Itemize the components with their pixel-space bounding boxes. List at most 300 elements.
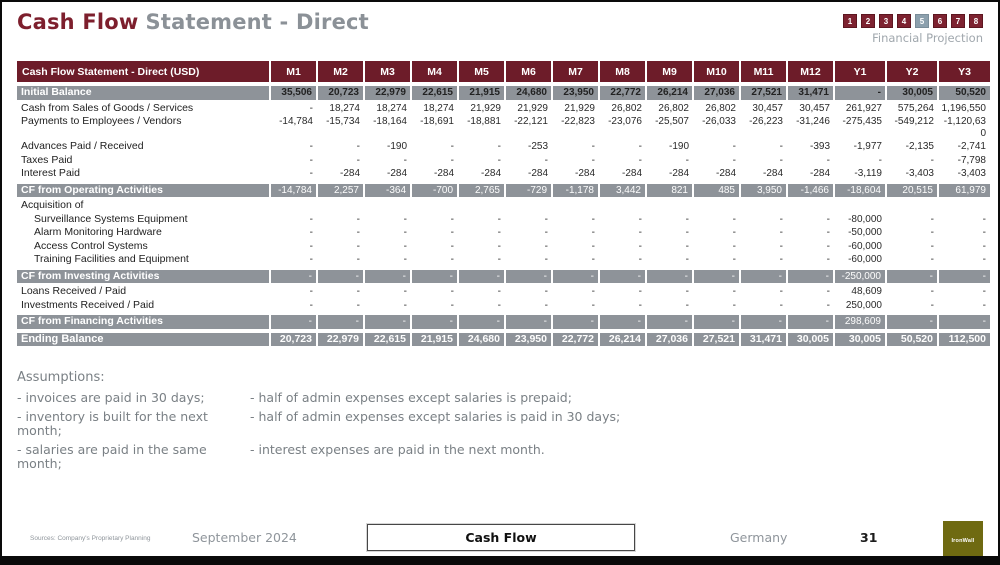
- value-cell: -23,076: [608, 116, 642, 127]
- value-cell: -284: [527, 168, 548, 179]
- pager-square-5[interactable]: 5: [915, 14, 929, 28]
- value-cell: -: [552, 314, 599, 331]
- footer: [2, 508, 998, 556]
- table-row: [17, 115, 990, 140]
- value-cell: 26,214: [599, 331, 646, 348]
- value-cell: -: [685, 240, 689, 252]
- value-cell: [834, 198, 886, 213]
- value-cell: -: [826, 154, 830, 166]
- value-cell: -1,120,630: [943, 116, 986, 139]
- value-cell: 50,520: [938, 84, 990, 101]
- value-cell: -: [732, 227, 736, 238]
- value-cell: 21,929: [564, 102, 595, 114]
- value-cell: [886, 198, 938, 213]
- table-row: [17, 284, 990, 299]
- value-cell: -: [591, 254, 595, 265]
- value-cell: -: [403, 286, 407, 297]
- value-cell: 21,929: [470, 102, 501, 114]
- value-cell: 298,609: [834, 314, 886, 331]
- row-label-cell: Alarm Monitoring Hardware: [34, 226, 162, 238]
- table-row: [17, 101, 990, 116]
- value-cell: -275,435: [842, 116, 882, 127]
- pager-square-1[interactable]: 1: [843, 14, 857, 28]
- table-row: [17, 226, 990, 240]
- value-cell: -284: [715, 168, 736, 179]
- value-cell: 21,915: [458, 84, 505, 101]
- value-cell: -: [685, 299, 689, 311]
- column-header-m8: M8: [599, 61, 646, 84]
- value-cell: -1,466: [787, 182, 834, 198]
- value-cell: 61,979: [938, 182, 990, 198]
- value-cell: -: [930, 240, 934, 252]
- assumption-item: - interest expenses are paid in the next month.: [250, 442, 545, 457]
- row-label-cell: Advances Paid / Received: [21, 140, 144, 152]
- value-cell: -: [732, 240, 736, 252]
- row-label-cell: Investments Received / Paid: [21, 298, 155, 311]
- value-cell: -: [779, 213, 783, 225]
- row-label-cell: Loans Received / Paid: [21, 285, 127, 297]
- value-cell: 261,927: [845, 102, 882, 114]
- value-cell: -: [403, 240, 407, 252]
- value-cell: -284: [809, 168, 830, 179]
- value-cell: 22,979: [317, 331, 364, 348]
- row-label-cell: Training Facilities and Equipment: [34, 253, 189, 265]
- value-cell: -: [356, 286, 360, 297]
- value-cell: -: [450, 299, 454, 311]
- column-header-m7: M7: [552, 61, 599, 84]
- value-cell: -: [317, 314, 364, 331]
- table-row: [17, 154, 990, 168]
- value-cell: -: [309, 299, 313, 311]
- value-cell: -: [544, 286, 548, 297]
- page-title: [17, 10, 369, 34]
- value-cell: -: [638, 254, 642, 265]
- value-cell: -: [930, 254, 934, 265]
- value-cell: 1,196,550: [941, 102, 986, 114]
- bottom-bar: [2, 556, 998, 563]
- assumption-item: - invoices are paid in 30 days;: [17, 390, 205, 405]
- value-cell: 3,950: [740, 182, 787, 198]
- value-cell: 20,723: [317, 84, 364, 101]
- value-cell: -: [450, 227, 454, 238]
- value-cell: [317, 198, 364, 213]
- value-cell: -14,784: [270, 182, 317, 198]
- table-row: [17, 299, 990, 314]
- row-label-cell: CF from Investing Activities: [17, 268, 270, 284]
- value-cell: -: [309, 213, 313, 225]
- value-cell: -: [505, 314, 552, 331]
- value-cell: -: [591, 286, 595, 297]
- value-cell: -: [685, 254, 689, 265]
- value-cell: -: [826, 227, 830, 238]
- row-label-cell: Acquisition of: [21, 199, 84, 211]
- value-cell: -: [732, 286, 736, 297]
- value-cell: 30,005: [886, 84, 938, 101]
- value-cell: -1,178: [552, 182, 599, 198]
- table-row: [17, 84, 990, 101]
- value-cell: -: [309, 168, 313, 179]
- page-title-primary: Cash Flow: [17, 10, 139, 34]
- value-cell: -: [497, 227, 501, 238]
- page-title-secondary: Statement - Direct: [145, 10, 369, 34]
- value-cell: -: [732, 213, 736, 225]
- value-cell: [552, 198, 599, 213]
- value-cell: -: [886, 268, 938, 284]
- column-header-m12: M12: [787, 61, 834, 84]
- table-row: [17, 314, 990, 331]
- value-cell: -: [356, 240, 360, 252]
- value-cell: -: [982, 286, 986, 297]
- value-cell: -25,507: [655, 116, 689, 127]
- value-cell: 50,520: [886, 331, 938, 348]
- value-cell: -: [938, 268, 990, 284]
- value-cell: 27,521: [740, 84, 787, 101]
- row-label-cell: CF from Financing Activities: [17, 314, 270, 331]
- value-cell: [787, 198, 834, 213]
- value-cell: 22,979: [364, 84, 411, 101]
- value-cell: -: [450, 286, 454, 297]
- row-label-cell: Taxes Paid: [21, 153, 73, 166]
- value-cell: -: [826, 299, 830, 311]
- value-cell: -: [779, 154, 783, 166]
- value-cell: -18,691: [420, 116, 454, 127]
- pager-square-8[interactable]: 8: [969, 14, 983, 28]
- table-row: [17, 198, 990, 213]
- country-label: Germany: [730, 530, 788, 545]
- value-cell: 30,005: [834, 331, 886, 348]
- column-header-y3: Y3: [938, 61, 990, 84]
- value-cell: [938, 198, 990, 213]
- assumption-item: - half of admin expenses except salaries is prepaid;: [250, 390, 572, 405]
- value-cell: -: [497, 141, 501, 152]
- value-cell: -22,823: [561, 116, 595, 127]
- value-cell: -: [497, 213, 501, 225]
- value-cell: -284: [480, 168, 501, 179]
- value-cell: -26,223: [749, 116, 783, 127]
- column-header-y2: Y2: [886, 61, 938, 84]
- value-cell: -: [646, 314, 693, 331]
- sources-note: Sources: Company's Proprietary Planning: [30, 535, 151, 542]
- value-cell: -: [732, 154, 736, 166]
- value-cell: 31,471: [787, 84, 834, 101]
- table-row: [17, 268, 990, 284]
- value-cell: 26,802: [705, 102, 736, 114]
- value-cell: -: [685, 213, 689, 225]
- value-cell: 30,005: [787, 331, 834, 348]
- table-header-row: [17, 61, 990, 84]
- value-cell: -: [497, 254, 501, 265]
- row-label-cell: Ending Balance: [17, 331, 270, 348]
- table-row: [17, 253, 990, 268]
- table-title-cell: Cash Flow Statement - Direct (USD): [17, 61, 270, 84]
- pager-square-3[interactable]: 3: [879, 14, 893, 28]
- value-cell: -: [309, 286, 313, 297]
- value-cell: -: [834, 84, 886, 101]
- pager-square-6[interactable]: 6: [933, 14, 947, 28]
- value-cell: -: [497, 299, 501, 311]
- value-cell: 18,274: [329, 102, 360, 114]
- value-cell: -1,977: [853, 141, 882, 152]
- value-cell: -: [638, 154, 642, 166]
- value-cell: 250,000: [845, 299, 882, 311]
- value-cell: -: [591, 227, 595, 238]
- value-cell: -: [930, 154, 934, 166]
- value-cell: 23,950: [505, 331, 552, 348]
- company-logo: IronWall: [943, 521, 983, 561]
- value-cell: -: [458, 268, 505, 284]
- value-cell: -: [497, 286, 501, 297]
- row-label-cell: Access Control Systems: [34, 239, 148, 252]
- value-cell: [270, 198, 317, 213]
- value-cell: 22,772: [599, 84, 646, 101]
- column-header-m11: M11: [740, 61, 787, 84]
- value-cell: -: [497, 154, 501, 166]
- column-header-m5: M5: [458, 61, 505, 84]
- value-cell: -: [458, 314, 505, 331]
- value-cell: -3,119: [854, 168, 882, 179]
- value-cell: -: [982, 240, 986, 252]
- value-cell: 26,214: [646, 84, 693, 101]
- value-cell: -18,164: [373, 116, 407, 127]
- table-row: [17, 167, 990, 182]
- value-cell: 22,772: [552, 331, 599, 348]
- value-cell: -: [982, 227, 986, 238]
- value-cell: -: [930, 299, 934, 311]
- table-row: [17, 182, 990, 198]
- value-cell: -364: [364, 182, 411, 198]
- value-cell: -18,881: [467, 116, 501, 127]
- value-cell: 30,457: [799, 102, 830, 114]
- value-cell: -: [544, 240, 548, 252]
- value-cell: -: [779, 240, 783, 252]
- value-cell: 821: [646, 182, 693, 198]
- pager-square-7[interactable]: 7: [951, 14, 965, 28]
- value-cell: -: [450, 254, 454, 265]
- value-cell: -: [826, 254, 830, 265]
- value-cell: -: [450, 154, 454, 166]
- pager-caption: Financial Projection: [872, 31, 983, 45]
- cashflow-table: [17, 61, 990, 348]
- value-cell: -60,000: [848, 240, 882, 252]
- value-cell: -: [685, 286, 689, 297]
- value-cell: -: [591, 141, 595, 152]
- page-number: 31: [860, 530, 878, 545]
- value-cell: -: [403, 254, 407, 265]
- value-cell: 18,274: [423, 102, 454, 114]
- value-cell: 20,515: [886, 182, 938, 198]
- value-cell: -: [309, 254, 313, 265]
- value-cell: -26,033: [702, 116, 736, 127]
- value-cell: -: [356, 154, 360, 166]
- value-cell: -: [638, 240, 642, 252]
- value-cell: 23,950: [552, 84, 599, 101]
- value-cell: -: [787, 268, 834, 284]
- value-cell: -: [779, 299, 783, 311]
- value-cell: -: [411, 314, 458, 331]
- value-cell: -: [930, 286, 934, 297]
- row-label-cell: CF from Operating Activities: [17, 182, 270, 198]
- value-cell: -: [309, 240, 313, 252]
- value-cell: -: [599, 314, 646, 331]
- value-cell: [364, 198, 411, 213]
- value-cell: -22,121: [514, 116, 548, 127]
- table-row: [17, 213, 990, 227]
- table-row: [17, 240, 990, 254]
- value-cell: -: [779, 227, 783, 238]
- value-cell: 27,036: [693, 84, 740, 101]
- value-cell: -2,741: [957, 141, 986, 152]
- value-cell: -: [544, 254, 548, 265]
- value-cell: -: [693, 314, 740, 331]
- value-cell: -: [938, 314, 990, 331]
- value-cell: -: [732, 299, 736, 311]
- section-box: [367, 524, 635, 551]
- value-cell: -: [878, 154, 882, 166]
- value-cell: 26,802: [658, 102, 689, 114]
- value-cell: 26,802: [611, 102, 642, 114]
- value-cell: [740, 198, 787, 213]
- value-cell: -18,604: [834, 182, 886, 198]
- value-cell: 2,257: [317, 182, 364, 198]
- value-cell: -: [270, 314, 317, 331]
- value-cell: [646, 198, 693, 213]
- value-cell: 112,500: [938, 331, 990, 348]
- value-cell: 485: [693, 182, 740, 198]
- column-header-y1: Y1: [834, 61, 886, 84]
- value-cell: -: [693, 268, 740, 284]
- value-cell: 27,036: [646, 331, 693, 348]
- assumptions-heading: Assumptions:: [17, 370, 105, 385]
- column-header-m9: M9: [646, 61, 693, 84]
- value-cell: -: [599, 268, 646, 284]
- value-cell: 20,723: [270, 331, 317, 348]
- value-cell: 21,915: [411, 331, 458, 348]
- assumptions-list: [17, 391, 620, 471]
- value-cell: -: [309, 227, 313, 238]
- value-cell: -: [787, 314, 834, 331]
- value-cell: -: [826, 286, 830, 297]
- value-cell: -: [497, 240, 501, 252]
- value-cell: -: [356, 299, 360, 311]
- value-cell: -2,135: [905, 141, 934, 152]
- value-cell: -50,000: [848, 227, 882, 238]
- column-header-m2: M2: [317, 61, 364, 84]
- value-cell: -: [646, 268, 693, 284]
- value-cell: [458, 198, 505, 213]
- value-cell: -: [403, 154, 407, 166]
- value-cell: -: [309, 154, 313, 166]
- section-label: Cash Flow: [465, 530, 537, 545]
- value-cell: -: [930, 227, 934, 238]
- value-cell: -: [364, 314, 411, 331]
- assumptions-block: [17, 370, 620, 471]
- value-cell: -: [638, 227, 642, 238]
- column-header-m1: M1: [270, 61, 317, 84]
- value-cell: -: [552, 268, 599, 284]
- value-cell: -3,403: [905, 168, 934, 179]
- value-cell: 24,680: [458, 331, 505, 348]
- value-cell: -: [886, 314, 938, 331]
- table-row: [17, 331, 990, 348]
- value-cell: -: [591, 299, 595, 311]
- value-cell: -14,784: [279, 116, 313, 127]
- row-label-cell: Cash from Sales of Goods / Services: [21, 101, 194, 114]
- value-cell: -: [982, 254, 986, 265]
- value-cell: -: [779, 141, 783, 152]
- value-cell: -284: [339, 168, 360, 179]
- value-cell: 21,929: [517, 102, 548, 114]
- value-cell: -: [591, 213, 595, 225]
- table-row: [17, 140, 990, 154]
- value-cell: 24,680: [505, 84, 552, 101]
- value-cell: -: [403, 213, 407, 225]
- assumption-item: - half of admin expenses except salaries is paid in 30 days;: [250, 409, 621, 424]
- column-header-m10: M10: [693, 61, 740, 84]
- value-cell: -80,000: [848, 213, 882, 225]
- value-cell: [411, 198, 458, 213]
- row-label-cell: Payments to Employees / Vendors: [21, 115, 182, 127]
- value-cell: -700: [411, 182, 458, 198]
- value-cell: -: [309, 102, 313, 114]
- value-cell: -: [544, 227, 548, 238]
- value-cell: -: [356, 227, 360, 238]
- value-cell: -: [544, 299, 548, 311]
- value-cell: -: [317, 268, 364, 284]
- value-cell: 35,506: [270, 84, 317, 101]
- value-cell: -31,246: [796, 116, 830, 127]
- value-cell: -549,212: [894, 116, 934, 127]
- value-cell: [505, 198, 552, 213]
- column-header-m6: M6: [505, 61, 552, 84]
- value-cell: -: [403, 227, 407, 238]
- value-cell: -: [732, 254, 736, 265]
- value-cell: -: [356, 254, 360, 265]
- value-cell: -284: [386, 168, 407, 179]
- value-cell: [599, 198, 646, 213]
- value-cell: 31,471: [740, 331, 787, 348]
- value-cell: -: [826, 240, 830, 252]
- value-cell: -: [732, 141, 736, 152]
- value-cell: -: [544, 154, 548, 166]
- value-cell: -: [982, 213, 986, 225]
- value-cell: -3,403: [957, 168, 986, 179]
- value-cell: 3,442: [599, 182, 646, 198]
- value-cell: -: [638, 141, 642, 152]
- date-label: September 2024: [192, 530, 297, 545]
- value-cell: -: [270, 268, 317, 284]
- value-cell: -: [450, 141, 454, 152]
- value-cell: 2,765: [458, 182, 505, 198]
- value-cell: -284: [621, 168, 642, 179]
- assumption-item: - salaries are paid in the same month;: [17, 442, 207, 471]
- pager-square-4[interactable]: 4: [897, 14, 911, 28]
- value-cell: -: [779, 254, 783, 265]
- value-cell: -: [411, 268, 458, 284]
- value-cell: -284: [668, 168, 689, 179]
- value-cell: -: [638, 286, 642, 297]
- value-cell: -: [685, 227, 689, 238]
- value-cell: 575,264: [897, 102, 934, 114]
- value-cell: -: [779, 286, 783, 297]
- column-header-m4: M4: [411, 61, 458, 84]
- value-cell: -: [638, 299, 642, 311]
- value-cell: -190: [386, 141, 407, 152]
- value-cell: 27,521: [693, 331, 740, 348]
- pager-square-2[interactable]: 2: [861, 14, 875, 28]
- value-cell: 18,274: [376, 102, 407, 114]
- value-cell: 30,457: [752, 102, 783, 114]
- value-cell: -729: [505, 182, 552, 198]
